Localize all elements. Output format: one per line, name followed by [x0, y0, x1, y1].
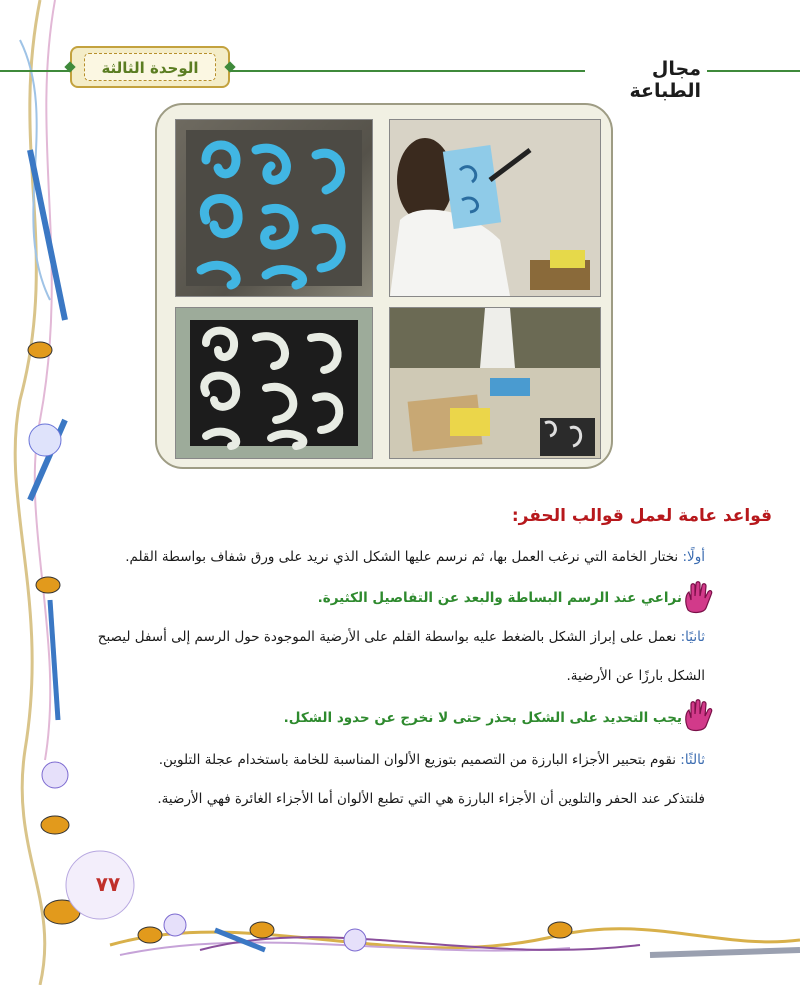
hand-icon: [680, 698, 716, 734]
paragraph-step-3: [85, 752, 705, 768]
note-careful-outline: يجب التحديد على الشكل بحذر حتى لا نخرج عن حدود الشكل.: [283, 710, 682, 726]
page-title: مجال الطباعة: [585, 58, 707, 102]
step-text: نقوم بتحبير الأجزاء البارزة من التصميم بتوزيع الألوان المناسبة للخامة باستخدام عجلة التلوين.: [158, 752, 681, 768]
photo-black-white-print: [175, 307, 373, 459]
unit-label: الوحدة الثالثة: [84, 53, 216, 81]
step-lead: ثالثًا:: [680, 752, 705, 768]
hand-icon: [680, 580, 716, 616]
step-text: نعمل على إبراز الشكل بالضغط عليه بواسطة القلم على الأرضية الموجودة حول الرسم إلى أسفل ليصبح: [97, 629, 681, 645]
unit-badge: [70, 46, 230, 88]
section-heading: قواعد عامة لعمل قوالب الحفر:: [511, 506, 772, 526]
paragraph-step-2: [85, 629, 705, 645]
step-lead: أولًا:: [682, 549, 705, 565]
paragraph-reminder: [85, 791, 705, 807]
page-number: ٧٧: [95, 872, 121, 896]
step-lead: ثانيًا:: [680, 629, 705, 645]
paragraph-step-2-continued: [85, 668, 705, 684]
note-simplicity: نراعي عند الرسم البساطة والبعد عن التفاصيل الكثيرة.: [317, 590, 682, 606]
step-text: الشكل بارزًا عن الأرضية.: [566, 668, 705, 684]
photo-workshop-table: [389, 307, 601, 459]
step-text: فلنتذكر عند الحفر والتلوين أن الأجزاء البارزة هي التي تطبع الألوان أما الأجزاء الغائرة فهي الأرضية.: [157, 791, 705, 807]
photo-collage-frame: [155, 103, 613, 469]
paragraph-step-1: [85, 549, 705, 565]
photo-man-drawing: [389, 119, 601, 297]
photo-blue-stencil: [175, 119, 373, 297]
step-text: نختار الخامة التي نرغب العمل بها، ثم نرسم عليها الشكل الذي نريد على ورق شفاف بواسطة القلم.: [125, 549, 683, 565]
